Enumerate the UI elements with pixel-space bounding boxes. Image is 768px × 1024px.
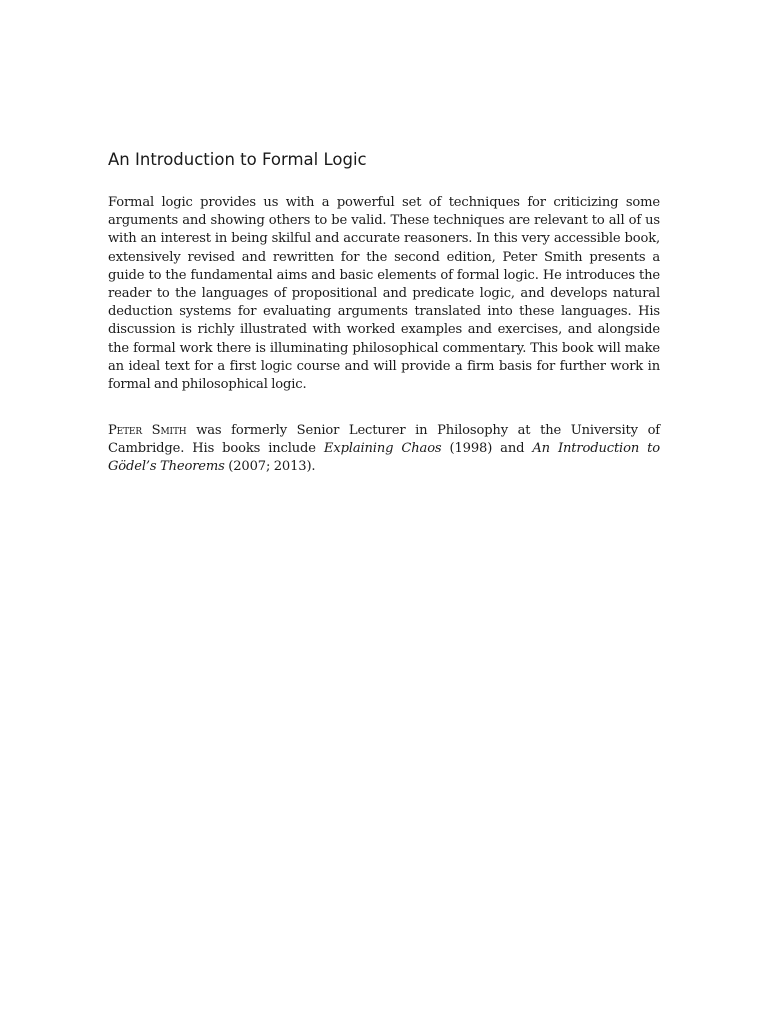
book-title: An Introduction to Formal Logic (108, 150, 367, 169)
bio-text-2: (1998) and (441, 441, 533, 457)
bio-text-1: was formerly Senior Lecturer in Philosophy at the University of Cambridge. His books include (108, 423, 660, 457)
book-title-explaining-chaos: Explaining Chaos (323, 441, 442, 457)
book-description: Formal logic provides us with a powerful set of techniques for criticizing some arguments and showing others to be valid. These techniques are relevant to all of us with an interest in being skilful and accurate reasoners. In this very accessible book, extensively revised and rewritten for the second edition, Peter Smith presents a guide to the fundamental aims and basic elements of formal logic. He introduces the reader to the languages of propositional and predicate logic, and develops natural deduction systems for evaluating arguments translated into these languages. His discussion is richly illustrated with worked examples and exercises, and alongside the formal work there is illuminating philosophical commentary. This book will make an ideal text for a first logic course and will provide a firm basis for further work in formal and philosophical logic. (108, 195, 660, 393)
book-title-godels-theorems: An Introduction to Gödel’s Theorems (108, 441, 660, 475)
author-bio (108, 422, 660, 477)
author-name: Peter Smith (108, 423, 187, 438)
bio-text-3: (2007; 2013). (224, 459, 316, 475)
